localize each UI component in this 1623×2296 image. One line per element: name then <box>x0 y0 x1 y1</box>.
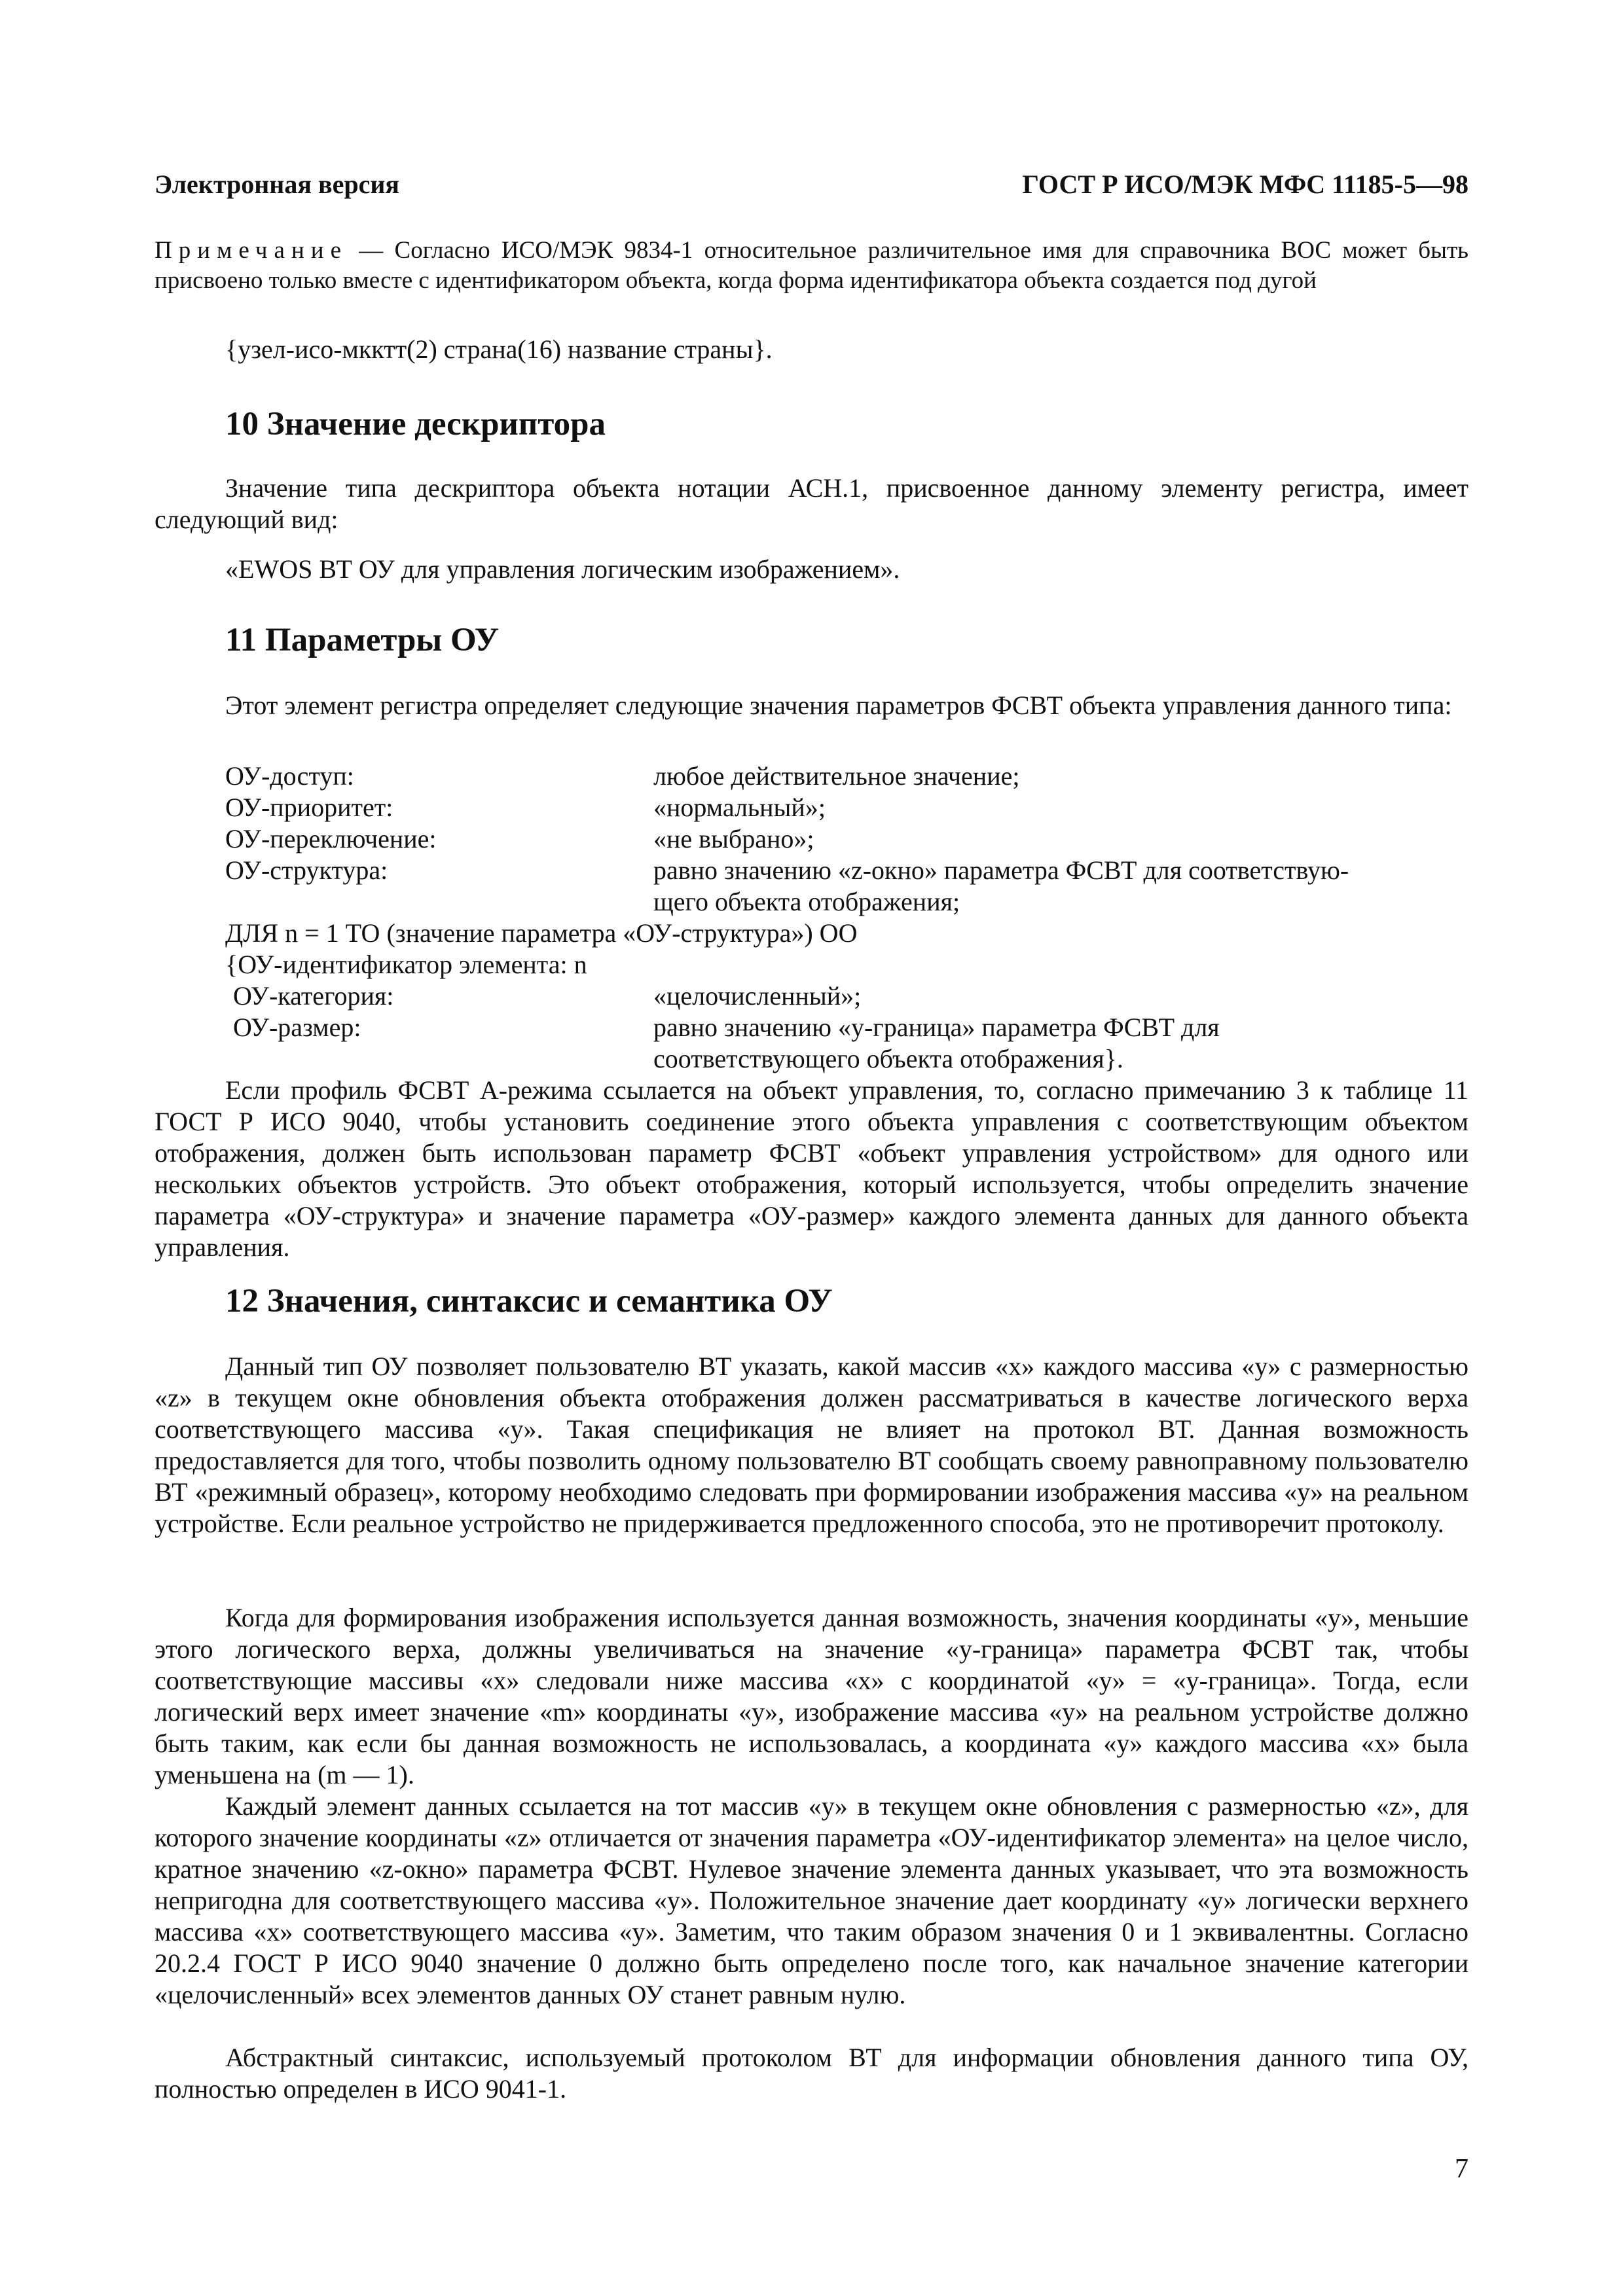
param-name: ОУ-доступ: <box>225 761 354 791</box>
section-12-paragraph: Каждый элемент данных ссылается на тот массив «y» в текущем окне обновления с размерностью «z», для которого значение координаты «z» отличается от значения параметра «ОУ-идентификатор элемента» на целое число, кратное значению «z-окно» параметра ФСВТ. Нулевое значение элемента данных указывает, что эта возможность непригодна для соответствующего массива «y». Положительное значение дает координату «y» логически верхнего массива «x» соответствующего массива «y». Заметим, что таким образом значения 0 и 1 эквивалентны. Согласно 20.2.4 ГОСТ Р ИСО 9040 значение 0 должно быть определено после того, как начальное значение категории «целочисленный» всех элементов данных ОУ станет равным нулю. <box>155 1791 1468 2009</box>
element-id-line: {ОУ-идентификатор элемента: n <box>225 950 587 979</box>
param-row <box>225 761 1468 792</box>
note-formula: {узел-исо-мкктт(2) страна(16) название страны}. <box>225 334 773 364</box>
section-12-paragraph: Данный тип ОУ позволяет пользователю ВТ указать, какой массив «x» каждого массива «y» с размерностью «z» в текущем окне обновления объекта отображения должен рассматриваться в качестве логического верха соответствующего массива «y». Такая спецификация не влияет на протокол ВТ. Данная возможность предоставляется для того, чтобы позволить одному пользователю ВТ сообщать своему равноправному пользователю ВТ «режимный образец», которому необходимо следовать при формировании изображения массива «y» на реальном устройстве. Если реальное устройство не придерживается предложенного способа, это не противоречит протоколу. <box>155 1352 1468 1538</box>
param-value: «не выбрано»; <box>653 824 814 853</box>
section-11-paragraph: Если профиль ФСВТ А-режима ссылается на объект управления, то, согласно примечанию 3 к таблице 11 ГОСТ Р ИСО 9040, чтобы установить соединение этого объекта управления с соответствующим объектом отображения, должен быть использован параметр ФСВТ «объект управления устройством» для одного или нескольких объектов устройств. Это объект отображения, который используется, чтобы определить значение параметра «ОУ-структура» и значение параметра «ОУ-размер» каждого элемента данных для данного объекта управления. <box>155 1075 1468 1262</box>
param-value: «нормальный»; <box>653 793 826 822</box>
for-clause: ДЛЯ n = 1 ТО (значение параметра «ОУ-структура») ОО <box>225 918 858 948</box>
param-row <box>225 1012 1468 1075</box>
parameters-list <box>225 761 1468 1075</box>
param-name: ОУ-категория: <box>233 981 394 1011</box>
section-11-intro: Этот элемент регистра определяет следующие значения параметров ФСВТ объекта управления данного типа: <box>225 691 1452 720</box>
param-value-line: равно значению «y-граница» параметра ФСВТ для <box>653 1013 1220 1042</box>
descriptor-quote: «EWOS ВТ ОУ для управления логическим изображением». <box>225 554 900 584</box>
param-value-line: равно значению «z-окно» параметра ФСВТ для соответствую- <box>653 855 1349 885</box>
header-left: Электронная версия <box>155 170 400 199</box>
section-12-paragraph: Абстрактный синтаксис, используемый протоколом ВТ для информации обновления данного типа ОУ, полностью определен в ИСО 9041-1. <box>155 2043 1468 2104</box>
param-value: любое действительное значение; <box>653 761 1020 791</box>
param-row <box>225 855 1468 918</box>
page-number: 7 <box>1455 2154 1468 2184</box>
section-12-paragraph: Когда для формирования изображения используется данная возможность, значения координаты «y», меньшие этого логического верха, должны увеличиваться на значение «y-граница» параметра ФСВТ так, чтобы соответствующие массивы «x» следовали ниже массива «x» с координатой «y» = «y-граница». Тогда, если логический верх имеет значение «m» координаты «y», изображение массива «y» на реальном устройстве должно быть таким, как если бы данная возможность не использовалась, а координата «y» каждого массива «x» была уменьшена на (m — 1). <box>155 1603 1469 1789</box>
section-12-heading: 12 Значения, синтаксис и семантика ОУ <box>225 1283 833 1319</box>
param-name: ОУ-размер: <box>233 1013 361 1042</box>
header-right: ГОСТ Р ИСО/МЭК МФС 11185-5—98 <box>1022 170 1468 199</box>
param-value: «целочисленный»; <box>653 981 862 1011</box>
note <box>155 236 1468 296</box>
param-row <box>225 823 1468 855</box>
param-row <box>225 980 1468 1012</box>
param-value-line: щего объекта отображения; <box>653 887 960 916</box>
section-11-heading: 11 Параметры ОУ <box>225 622 500 658</box>
param-name: ОУ-приоритет: <box>225 793 393 822</box>
param-name: ОУ-структура: <box>225 855 388 885</box>
note-text: — Согласно ИСО/МЭК 9834-1 относительное различительное имя для справочника ВОС может быть присвоено только вместе с идентификатором объекта, когда форма идентификатора объекта создается под дугой <box>155 237 1468 294</box>
note-label: Примечание <box>155 237 348 264</box>
param-value <box>653 1012 1468 1075</box>
section-10-paragraph: Значение типа дескриптора объекта нотации АСН.1, присвоенное данному элементу регистра, имеет следующий вид: <box>155 473 1468 534</box>
param-value-line: соответствующего объекта отображения}. <box>653 1044 1123 1073</box>
param-name: ОУ-переключение: <box>225 824 437 853</box>
section-10-heading: 10 Значение дескриптора <box>225 406 606 442</box>
param-row <box>225 792 1468 823</box>
param-value <box>653 855 1468 918</box>
